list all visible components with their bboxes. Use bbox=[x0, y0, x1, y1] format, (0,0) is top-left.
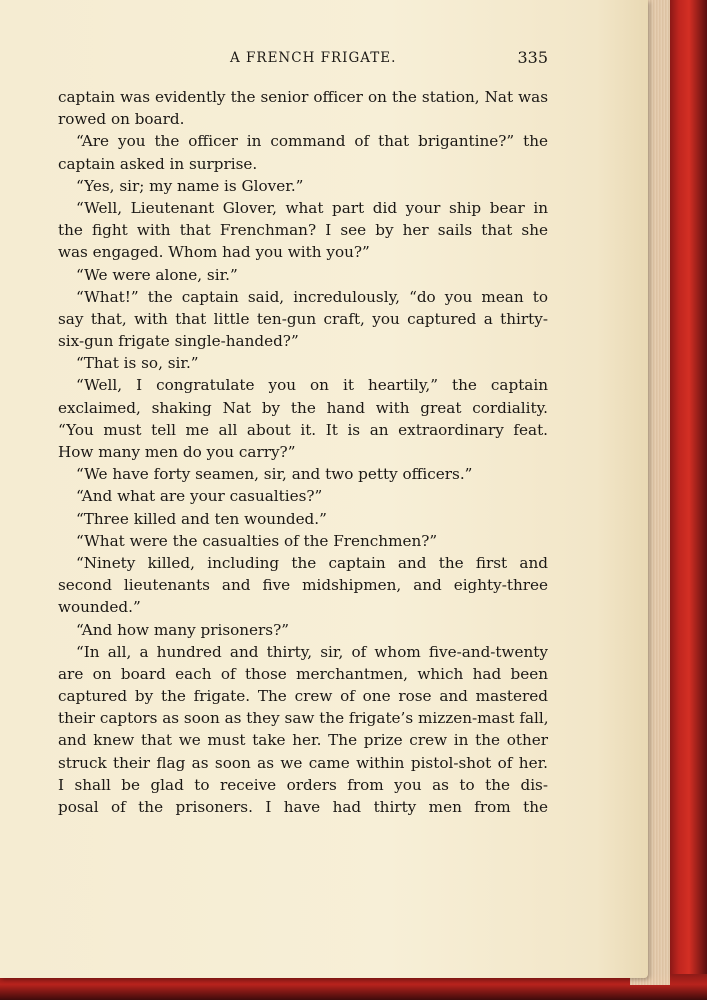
text-line: “Ninety killed, including the captain and the first and bbox=[76, 553, 548, 572]
book-cover-spine-edge bbox=[667, 0, 707, 1000]
text-line: I shall be glad to receive orders from you as to the dis- bbox=[58, 775, 548, 794]
text-line: “What!” the captain said, incredulously, “do you mean to bbox=[76, 287, 548, 306]
text-line: exclaimed, shaking Nat by the hand with great cordiality. bbox=[58, 398, 548, 417]
text-line: struck their flag as soon as we came within pistol-shot of her. bbox=[58, 753, 548, 772]
text-line: “And how many prisoners?” bbox=[76, 620, 290, 639]
text-line: their captors as soon as they saw the frigate’s mizzen-mast fall, bbox=[58, 709, 549, 728]
text-line: posal of the prisoners. I have had thirty men from the bbox=[58, 798, 548, 816]
text-line: and knew that we must take her. The prize crew in the other bbox=[58, 731, 548, 750]
text-line: the fight with that Frenchman? I see by her sails that she bbox=[58, 221, 548, 240]
text-line: “In all, a hundred and thirty, sir, of whom five-and-twenty bbox=[76, 642, 548, 661]
text-line: “Yes, sir; my name is Glover.” bbox=[76, 176, 304, 195]
text-line: second lieutenants and five midshipmen, and eighty-three bbox=[58, 576, 548, 595]
text-line: say that, with that little ten-gun craft, you captured a thirty- bbox=[58, 309, 548, 328]
running-head bbox=[58, 50, 548, 70]
text-line: captain asked in surprise. bbox=[58, 154, 258, 173]
page-number: 335 bbox=[517, 48, 548, 67]
text-line: rowed on board. bbox=[58, 110, 185, 129]
text-line: “Well, Lieutenant Glover, what part did your ship bear in bbox=[76, 198, 548, 217]
text-line: “What were the casualties of the Frenchmen?” bbox=[76, 531, 438, 550]
text-line: “Well, I congratulate you on it heartily,” the captain bbox=[76, 376, 548, 395]
text-line: captain was evidently the senior officer on the station, Nat was bbox=[58, 88, 548, 106]
running-title: A FRENCH FRIGATE. bbox=[230, 50, 397, 66]
text-line: “That is so, sir.” bbox=[76, 354, 199, 373]
text-line: “Three killed and ten wounded.” bbox=[76, 509, 327, 528]
text-line: “We were alone, sir.” bbox=[76, 265, 238, 284]
text-line: “We have forty seamen, sir, and two petty officers.” bbox=[76, 465, 473, 484]
text-line: six-gun frigate single-handed?” bbox=[58, 332, 299, 351]
text-line: How many men do you carry?” bbox=[58, 443, 296, 461]
body-text bbox=[58, 86, 548, 818]
text-line: “And what are your casualties?” bbox=[76, 487, 323, 506]
text-line: was engaged. Whom had you with you?” bbox=[58, 243, 370, 262]
text-line: are on board each of those merchantmen, which had been bbox=[58, 664, 548, 683]
text-line: wounded.” bbox=[58, 598, 141, 617]
text-line: “You must tell me all about it. It is an extraordinary feat. bbox=[58, 420, 548, 439]
text-line: captured by the frigate. The crew of one rose and mastered bbox=[58, 687, 548, 706]
text-line: “Are you the officer in command of that brigantine?” the bbox=[76, 132, 548, 151]
